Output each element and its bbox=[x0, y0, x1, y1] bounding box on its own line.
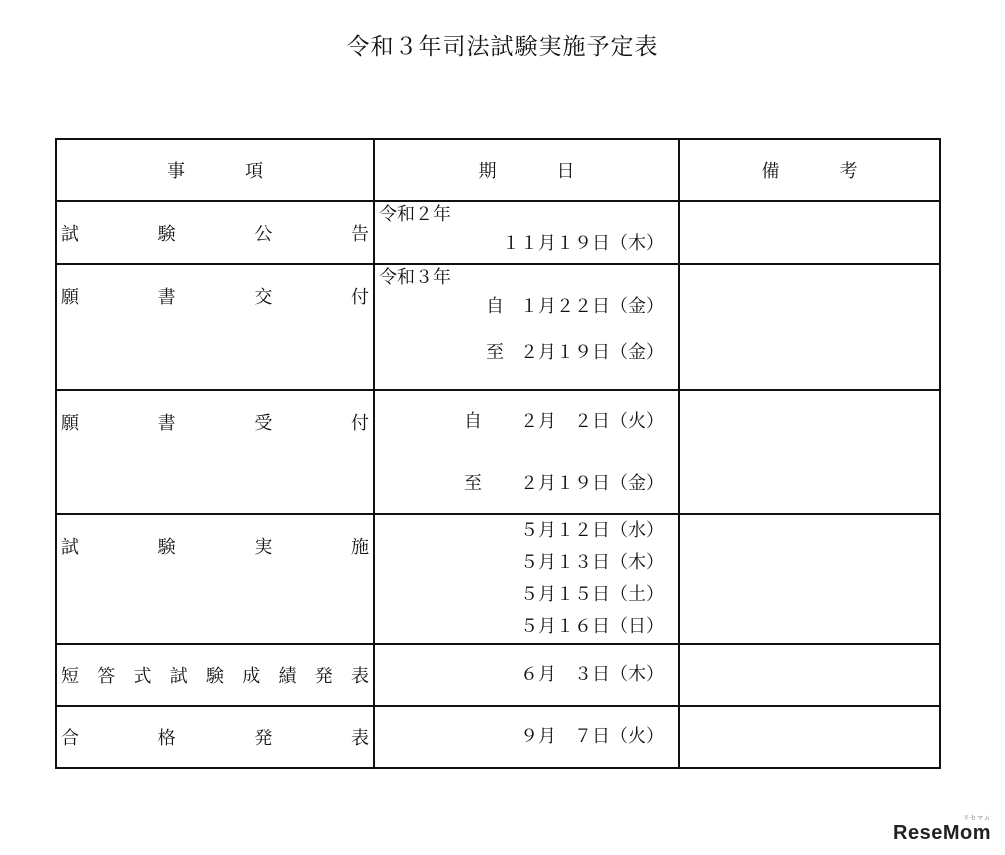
table-row bbox=[56, 644, 940, 706]
page-title: 令和３年司法試験実施予定表 bbox=[346, 34, 659, 60]
header-item: 事 項 bbox=[56, 139, 374, 201]
header-date: 期 日 bbox=[374, 139, 679, 201]
table-row bbox=[56, 390, 940, 514]
resemom-logo bbox=[893, 816, 991, 845]
item-cell: 短 答 式 試 験 成 績 発 表 bbox=[56, 644, 374, 706]
date-value: ５月１５日（土） bbox=[520, 584, 664, 605]
notes-cell bbox=[679, 390, 940, 514]
notes-cell bbox=[679, 644, 940, 706]
header-row bbox=[56, 139, 940, 201]
item-cell: 願 書 交 付 bbox=[56, 264, 374, 390]
date-cell bbox=[374, 201, 679, 264]
header-notes: 備 考 bbox=[679, 139, 940, 201]
date-to: 至 ２月１９日（金） bbox=[464, 473, 664, 494]
date-value: ５月１６日（日） bbox=[520, 616, 664, 637]
notes-cell bbox=[679, 514, 940, 644]
date-value: ５月１３日（木） bbox=[520, 552, 664, 573]
date-value: ９月 ７日（火） bbox=[520, 726, 664, 747]
date-cell bbox=[374, 706, 679, 768]
table-row bbox=[56, 264, 940, 390]
resemom-logo-sub: リセマム bbox=[963, 816, 991, 822]
table-row bbox=[56, 514, 940, 644]
notes-cell bbox=[679, 264, 940, 390]
date-cell bbox=[374, 390, 679, 514]
table-row bbox=[56, 706, 940, 768]
item-cell: 試 験 公 告 bbox=[56, 201, 374, 264]
item-cell: 試 験 実 施 bbox=[56, 514, 374, 644]
date-value: １１月１９日（木） bbox=[502, 233, 664, 254]
notes-cell bbox=[679, 201, 940, 264]
date-from: 自 １月２２日（金） bbox=[486, 296, 664, 317]
era-label: 令和２年 bbox=[379, 204, 451, 225]
item-cell: 合 格 発 表 bbox=[56, 706, 374, 768]
schedule-table bbox=[55, 138, 941, 769]
date-to: 至 ２月１９日（金） bbox=[486, 342, 664, 363]
era-label: 令和３年 bbox=[379, 267, 451, 288]
date-cell bbox=[374, 514, 679, 644]
date-from: 自 ２月 ２日（火） bbox=[464, 411, 664, 432]
notes-cell bbox=[679, 706, 940, 768]
date-value: ５月１２日（水） bbox=[520, 520, 664, 541]
date-cell bbox=[374, 264, 679, 390]
date-value: ６月 ３日（木） bbox=[520, 664, 664, 685]
table-row bbox=[56, 201, 940, 264]
item-cell: 願 書 受 付 bbox=[56, 390, 374, 514]
date-cell bbox=[374, 644, 679, 706]
resemom-logo-text: ReseMom bbox=[893, 822, 991, 844]
